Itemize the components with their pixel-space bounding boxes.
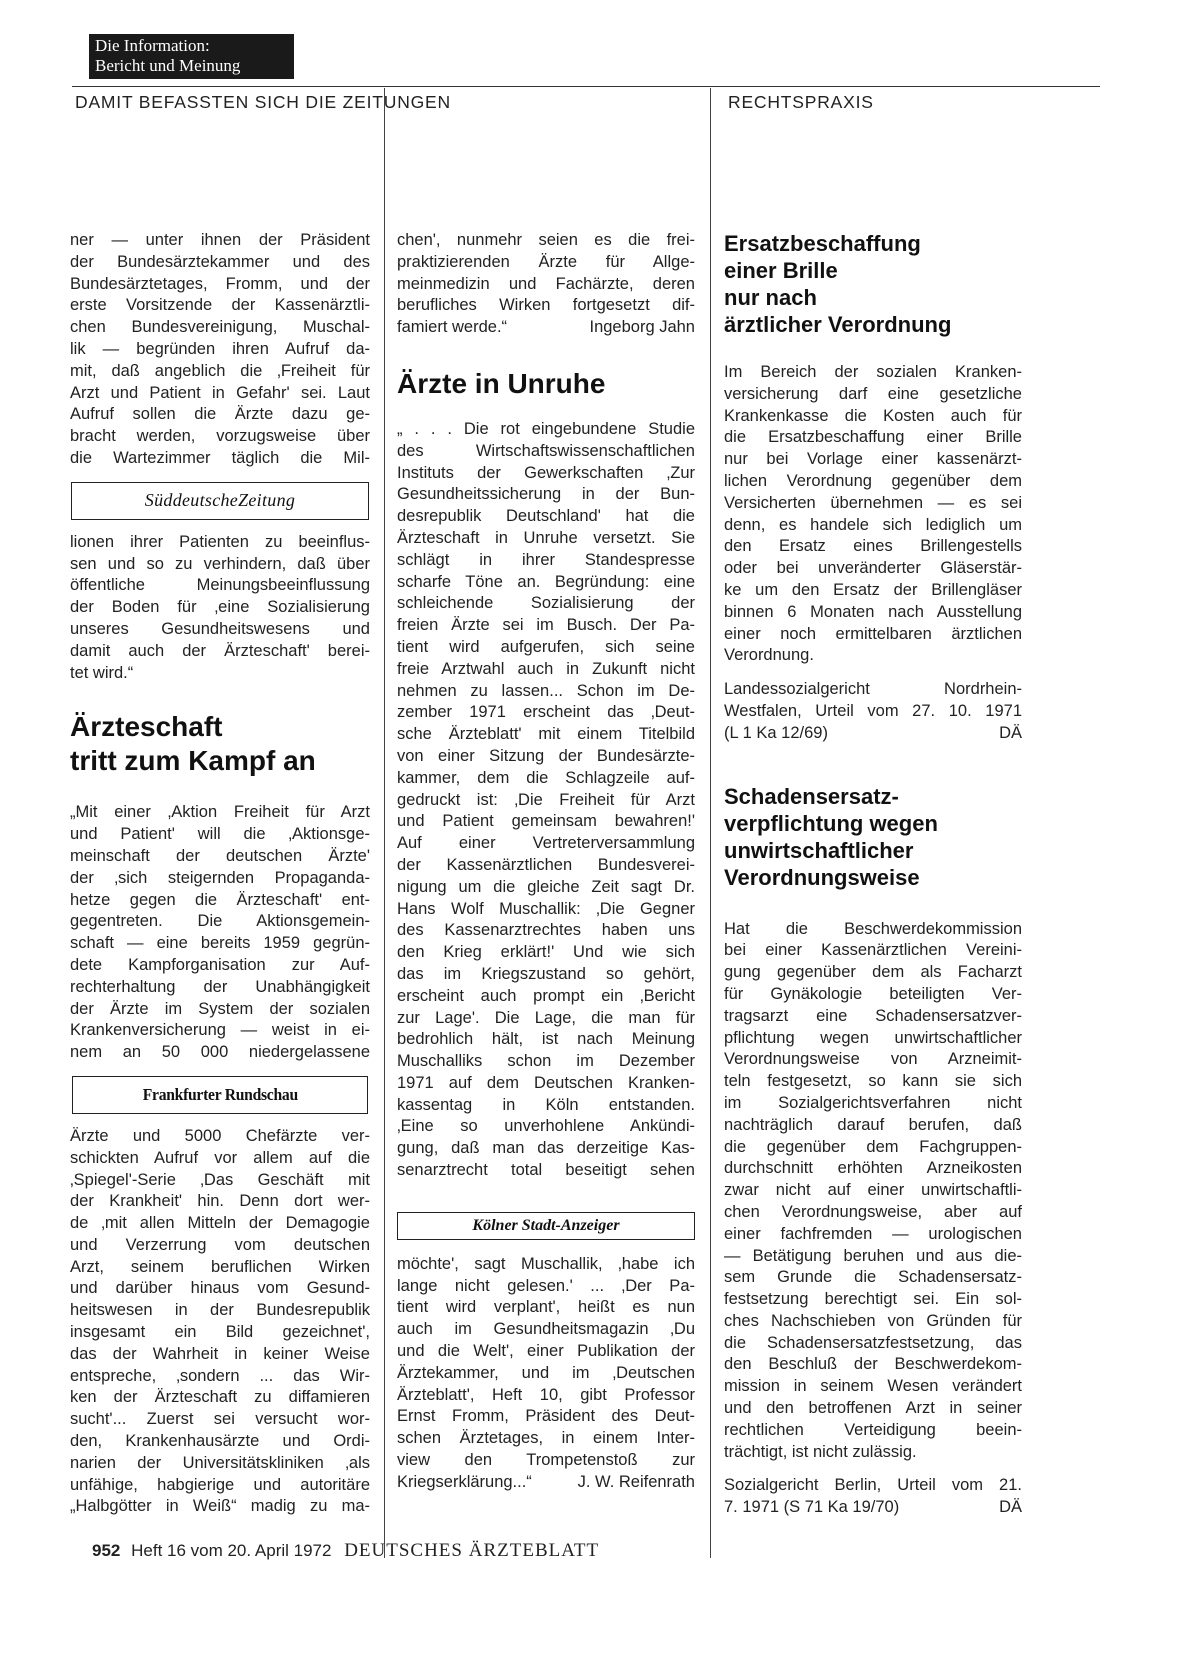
text-line: der Krankheit' hin. Denn dort wer- — [70, 1192, 370, 1211]
text-line: view den Trompetenstoß zur — [397, 1451, 695, 1470]
col2-paragraph-3 — [397, 1254, 695, 1494]
text-line: der Bundesärztekammer und des — [70, 252, 370, 271]
text-line: chen Bundesvereinigung, Muschal- — [70, 318, 370, 337]
col1-paragraph-4 — [70, 1126, 370, 1518]
text-line: Ärzteblatt', Heft 10, gibt Professor — [397, 1385, 695, 1404]
text-line: ‚Eine so unverhohlene Ankündi- — [397, 1117, 695, 1136]
text-line: nehmen zu lassen... Schon im De- — [397, 681, 695, 700]
text-line: sem Grunde die Schadensersatz- — [724, 1268, 1022, 1287]
text-line: möchte', sagt Muschallik, ‚habe ich — [397, 1254, 695, 1273]
sueddeutsche-zeitung-logo — [71, 482, 369, 520]
text-line: ärztlicher Verordnung — [724, 312, 952, 337]
text-line: tient wird verplant', heißt es nun — [397, 1298, 695, 1317]
text-line: Krankenkasse die Kosten auch für — [724, 406, 1022, 425]
text-line: öffentliche Meinungsbeeinflussung — [70, 576, 370, 595]
text-line: scharfe Töne an. Begründung: eine — [397, 572, 695, 591]
text-line: der ‚sich steigernden Propaganda- — [70, 868, 370, 887]
text-line: Gesundheitssicherung in der Bun- — [397, 485, 695, 504]
text-line: bei einer Kassenärztlichen Vereini- — [724, 941, 1022, 960]
text-line: „ . . . Die rot eingebundene Studie — [397, 419, 695, 438]
text-line: im Sozialgerichtsverfahren nicht — [724, 1093, 1022, 1112]
header-rule — [72, 86, 1100, 87]
text-line: der Boden für ‚eine Sozialisierung — [70, 598, 370, 617]
text-line: meinmedizin und Fachärzte, deren — [397, 274, 695, 293]
section-tag — [89, 34, 294, 79]
signature-da-2: DÄ — [999, 1498, 1022, 1517]
text-line: meinschaft der deutschen Ärzte' — [70, 846, 370, 865]
text-line: kassentag in Köln entstanden. — [397, 1095, 695, 1114]
col1-paragraph-1 — [70, 230, 370, 470]
text-line: den Ersatz eines Brillengestells — [724, 537, 1022, 556]
text-line: Verordnungsweise — [724, 864, 920, 890]
text-line: für Gynäkologie beteiligten Ver- — [724, 984, 1022, 1003]
text-line: tet wird.“ — [70, 663, 134, 682]
column-1 — [70, 230, 370, 1518]
text-line: insgesamt ein Bild gezeichnet', — [70, 1323, 370, 1342]
column-3 — [724, 230, 1022, 1519]
text-line: des Wirtschaftswissenschaftlichen — [397, 441, 695, 460]
text-line: dete Kampforganisation zur Auf- — [70, 955, 370, 974]
col3-heading-1 — [724, 230, 1022, 338]
col2-paragraph-2 — [397, 419, 695, 1182]
text-line: ‚Spiegel'-Serie ‚Das Geschäft mit — [70, 1170, 370, 1189]
text-line: die Wartezimmer täglich die Mil- — [70, 448, 370, 467]
text-line: 7. 1971 (S 71 Ka 19/70) — [724, 1498, 900, 1517]
text-line: berufliches Wirken fortgesetzt dif- — [397, 296, 695, 315]
text-line: festsetzung berechtigt sei. Ein sol- — [724, 1290, 1022, 1309]
text-line: verpflichtung wegen — [724, 810, 938, 836]
text-line: Instituts der Gewerkschaften ‚Zur — [397, 463, 695, 482]
text-line: Ersatzbeschaffung — [724, 231, 921, 256]
col2-paragraph-1 — [397, 230, 695, 339]
text-line: Ernst Fromm, Präsident des Deut- — [397, 1407, 695, 1426]
text-line: desrepublik Deutschland' hat die — [397, 507, 695, 526]
text-line: erste Vorsitzende der Kassenärztli- — [70, 296, 370, 315]
text-line: ches Nachschieben von Gründen für — [724, 1311, 1022, 1330]
text-line: Bundesärztetages, Fromm, und der — [70, 274, 370, 293]
text-line: pflichtung wegen unwirtschaftlicher — [724, 1028, 1022, 1047]
text-line: von einer Sitzung der Bundesärzte- — [397, 746, 695, 765]
page-footer — [92, 1540, 599, 1562]
text-line: praktizierenden Ärzte für Allge- — [397, 252, 695, 271]
frankfurter-rundschau-logo — [72, 1076, 368, 1114]
text-line: schleichende Sozialisierung der — [397, 594, 695, 613]
text-line: Auf einer Vertreterversammlung — [397, 834, 695, 853]
text-line: (L 1 Ka 12/69) — [724, 723, 828, 742]
text-line: lange nicht gelesen.' ... ‚Der Pa- — [397, 1276, 695, 1295]
text-line: versicherung darf eine gesetzliche — [724, 384, 1022, 403]
text-line — [397, 1472, 695, 1494]
text-line: schlägt in ihrer Standespresse — [397, 550, 695, 569]
text-line: und Patient gemeinsam bewahren!' — [397, 812, 695, 831]
text-line: tragsarzt eine Schadensersatzver- — [724, 1006, 1022, 1025]
text-line: bedrohlich hält, ist nach Meinung — [397, 1030, 695, 1049]
text-line: sche Ärzteblatt' mit einem Titelbild — [397, 725, 695, 744]
text-line: und Verzerrung vom deutschen — [70, 1235, 370, 1254]
text-line: damit auch der Ärzteschaft' berei- — [70, 641, 370, 660]
text-line: das im Kriegszustand so gehört, — [397, 964, 695, 983]
col3-citation-1 — [724, 679, 1022, 744]
text-line: binnen 6 Monaten nach Ausstellung — [724, 602, 1022, 621]
text-line: 1971 auf dem Deutschen Kranken- — [397, 1073, 695, 1092]
col2-heading: Ärzte in Unruhe — [397, 367, 606, 399]
text-line: bracht werden, vorzugsweise über — [70, 427, 370, 446]
text-line: kammer, dem die Schlagzeile auf- — [397, 768, 695, 787]
text-line: Arzt, seinem beruflichen Wirken — [70, 1257, 370, 1276]
text-line: famiert werde.“ — [397, 318, 508, 337]
text-line: der Ärzte im System der sozialen — [70, 999, 370, 1018]
text-line — [724, 723, 1022, 745]
text-line: Versicherten übernehmen — es sei — [724, 493, 1022, 512]
text-line: Kriegserklärung...“ — [397, 1472, 532, 1491]
section-tag-line1: Die Information: — [95, 36, 210, 55]
text-line: rechterhaltung der Unabhängigkeit — [70, 977, 370, 996]
column-divider-2 — [710, 88, 711, 1558]
text-line: schen Ärztetages, in einem Inter- — [397, 1429, 695, 1448]
text-line: und die Welt', einer Publikation der — [397, 1342, 695, 1361]
text-line: denn, es handele sich lediglich um — [724, 515, 1022, 534]
text-line: chen Verordnungsweise, aber auf — [724, 1202, 1022, 1221]
text-line: hetze gegen die Ärzteschaft' ent- — [70, 890, 370, 909]
text-line: Verordnungsweise von Arzneimit- — [724, 1050, 1022, 1069]
text-line: erscheint auch prompt ein ‚Bericht — [397, 986, 695, 1005]
section-label-left: DAMIT BEFASSTEN SICH DIE ZEITUNGEN — [75, 92, 451, 112]
section-label-right: RECHTSPRAXIS — [728, 92, 874, 112]
text-line: einer noch ermittelbaren ärztlichen — [724, 624, 1022, 643]
text-line: gegentreten. Die Aktionsgemein- — [70, 912, 370, 931]
author-reifenrath: J. W. Reifenrath — [577, 1472, 695, 1491]
text-line: Frankfurter Rundschau — [142, 1085, 298, 1104]
text-line: Krankenversicherung — weist in ei- — [70, 1021, 370, 1040]
text-line: die gegenüber dem Fachgruppen- — [724, 1137, 1022, 1156]
col1-paragraph-2 — [70, 532, 370, 685]
text-line: Aufruf sollen die Ärzte dazu ge- — [70, 405, 370, 424]
text-line: lichen Verordnung gegenüber dem — [724, 471, 1022, 490]
text-line: Ärzteschaft — [70, 711, 223, 743]
text-line: und den betroffenen Arzt in seiner — [724, 1399, 1022, 1418]
text-line: der Kassenärztlichen Bundesverei- — [397, 855, 695, 874]
text-line — [724, 1497, 1022, 1519]
text-line: die Ersatzbeschaffung einer Brille — [724, 428, 1022, 447]
author-ingeborg-jahn: Ingeborg Jahn — [589, 318, 695, 337]
text-line: Verordnung. — [724, 646, 814, 665]
text-line: einer Brille — [724, 258, 838, 283]
text-line: nachträglich darauf berufen, daß — [724, 1115, 1022, 1134]
text-line: heitswesen in der Bundesrepublik — [70, 1301, 370, 1320]
text-line: „Mit einer ‚Aktion Freiheit für Arzt — [70, 803, 370, 822]
text-line: — Betätigung beruhen und aus die- — [724, 1246, 1022, 1265]
column-divider-1 — [384, 88, 385, 1558]
text-line: nigung um die gleiche Zeit sagt Dr. — [397, 877, 695, 896]
text-line: entspreche, ‚sondern ... das Wir- — [70, 1366, 370, 1385]
text-line: ken der Ärzteschaft zu diffamieren — [70, 1388, 370, 1407]
col3-paragraph-2 — [724, 919, 1022, 1464]
text-line: auch im Gesundheitsmagazin ‚Du — [397, 1320, 695, 1339]
col3-citation-2 — [724, 1475, 1022, 1519]
text-line: zember 1971 erscheint das ‚Deut- — [397, 703, 695, 722]
text-line: zur Lage'. Die Lage, die man für — [397, 1008, 695, 1027]
text-line: Hat die Beschwerdekommission — [724, 919, 1022, 938]
text-line: nem an 50 000 niedergelassene — [70, 1043, 370, 1062]
text-line: durchschnitt erhöhten Arzneikosten — [724, 1159, 1022, 1178]
text-line: trächtigt, ist nicht zulässig. — [724, 1442, 917, 1461]
text-line: Ärzteschaft in Unruhe versetzt. Sie — [397, 528, 695, 547]
text-line: nur bei Vorlage einer kassenärzt- — [724, 450, 1022, 469]
text-line: mission in seinem Wesen verändert — [724, 1377, 1022, 1396]
section-tag-line2: Bericht und Meinung — [95, 56, 241, 75]
text-line: die Schadensersatzfestsetzung, das — [724, 1333, 1022, 1352]
text-line: Landessozialgericht Nordrhein- — [724, 680, 1022, 699]
text-line: das der Wahrheit in keiner Weise — [70, 1344, 370, 1363]
text-line: Muschalliks schon im Dezember — [397, 1052, 695, 1071]
text-line: freie Arztwahl auch in Zukunft nicht — [397, 659, 695, 678]
text-line: des Kassenarztrechtes haben uns — [397, 921, 695, 940]
text-line: lionen ihrer Patienten zu beeinflus- — [70, 532, 370, 551]
text-line: schaft — eine bereits 1959 gegrün- — [70, 934, 370, 953]
magazine-title: DEUTSCHES ÄRZTEBLATT — [344, 1540, 600, 1561]
signature-da-1: DÄ — [999, 723, 1022, 742]
col3-paragraph-1 — [724, 362, 1022, 667]
text-line: nur nach — [724, 285, 817, 310]
col3-heading-2 — [724, 783, 1022, 891]
text-line: mit, daß angeblich die ‚Freiheit für — [70, 361, 370, 380]
text-line: Im Bereich der sozialen Kranken- — [724, 363, 1022, 381]
text-line: Kölner Stadt-Anzeiger — [472, 1216, 620, 1234]
text-line: zwar nicht auf einer unwirtschaftli- — [724, 1181, 1022, 1200]
col1-paragraph-3 — [70, 802, 370, 1064]
text-line: Westfalen, Urteil vom 27. 10. 1971 — [724, 701, 1022, 720]
text-line: ke um den Ersatz der Brillengläser — [724, 580, 1022, 599]
text-line: unfähige, habgierige und autoritäre — [70, 1475, 370, 1494]
text-line: unwirtschaftlicher — [724, 837, 914, 863]
text-line: gedruckt ist: ‚Die Freiheit für Arzt — [397, 790, 695, 809]
column-2 — [397, 230, 695, 1494]
page-number: 952 — [92, 1541, 121, 1560]
koelner-stadt-anzeiger-logo — [397, 1212, 695, 1240]
text-line: Hans Wolf Muschallik: ‚Die Gegner — [397, 899, 695, 918]
text-line: sen und so zu verhindern, daß über — [70, 554, 370, 573]
text-line: Ärzte und 5000 Chefärzte ver- — [70, 1126, 370, 1145]
text-line: Ärztekammer, und im ‚Deutschen — [397, 1363, 695, 1382]
text-line: schickten Aufruf vor allem auf die — [70, 1148, 370, 1167]
text-line: einer fachfremden — urologischen — [724, 1224, 1022, 1243]
text-line: chen', nunmehr seien es die frei- — [397, 231, 695, 249]
text-line: den Krieg erklärt!' Und wie sich — [397, 943, 695, 962]
text-line: und darüber hinaus vom Gesund- — [70, 1279, 370, 1298]
text-line: Arzt und Patient in Gefahr' sei. Laut — [70, 383, 370, 402]
issue-info: Heft 16 vom 20. April 1972 — [131, 1541, 332, 1560]
text-line: ner — unter ihnen der Präsident — [70, 231, 370, 249]
text-line: tient wird aufgerufen, sich seine — [397, 637, 695, 656]
text-line: narien der Universitätskliniken ‚als — [70, 1453, 370, 1472]
text-line: oder bei unveränderter Gläserstär- — [724, 559, 1022, 578]
text-line: SüddeutscheZeitung — [144, 489, 296, 510]
text-line: lik — begründen ihren Aufruf da- — [70, 339, 370, 358]
text-line: sucht'... Zuerst sei versucht wor- — [70, 1410, 370, 1429]
text-line: „Halbgötter in Weiß“ madig zu ma- — [70, 1497, 370, 1516]
text-line: den, Krankenhausärzte und Ordi- — [70, 1432, 370, 1451]
text-line: de ‚mit allen Mitteln der Demagogie — [70, 1214, 370, 1233]
text-line: tritt zum Kampf an — [70, 745, 316, 777]
text-line: Sozialgericht Berlin, Urteil vom 21. — [724, 1476, 1022, 1495]
text-line: senarztrecht total beseitigt sehen — [397, 1161, 695, 1180]
text-line: den Beschluß der Beschwerdekom- — [724, 1355, 1022, 1374]
col1-heading — [70, 710, 370, 778]
text-line: und Patient' will die ‚Aktionsge- — [70, 825, 370, 844]
text-line: Schadensersatz- — [724, 783, 899, 809]
text-line: rechtlichen Verteidigung beein- — [724, 1420, 1022, 1439]
text-line: unseres Gesundheitswesens und — [70, 619, 370, 638]
text-line: teln festgesetzt, so kann sie sich — [724, 1072, 1022, 1091]
text-line — [397, 317, 695, 339]
text-line: gung, daß man das derzeitige Kas- — [397, 1139, 695, 1158]
text-line: gung gegenüber dem als Facharzt — [724, 963, 1022, 982]
text-line: freien Ärzte sei im Busch. Der Pa- — [397, 616, 695, 635]
